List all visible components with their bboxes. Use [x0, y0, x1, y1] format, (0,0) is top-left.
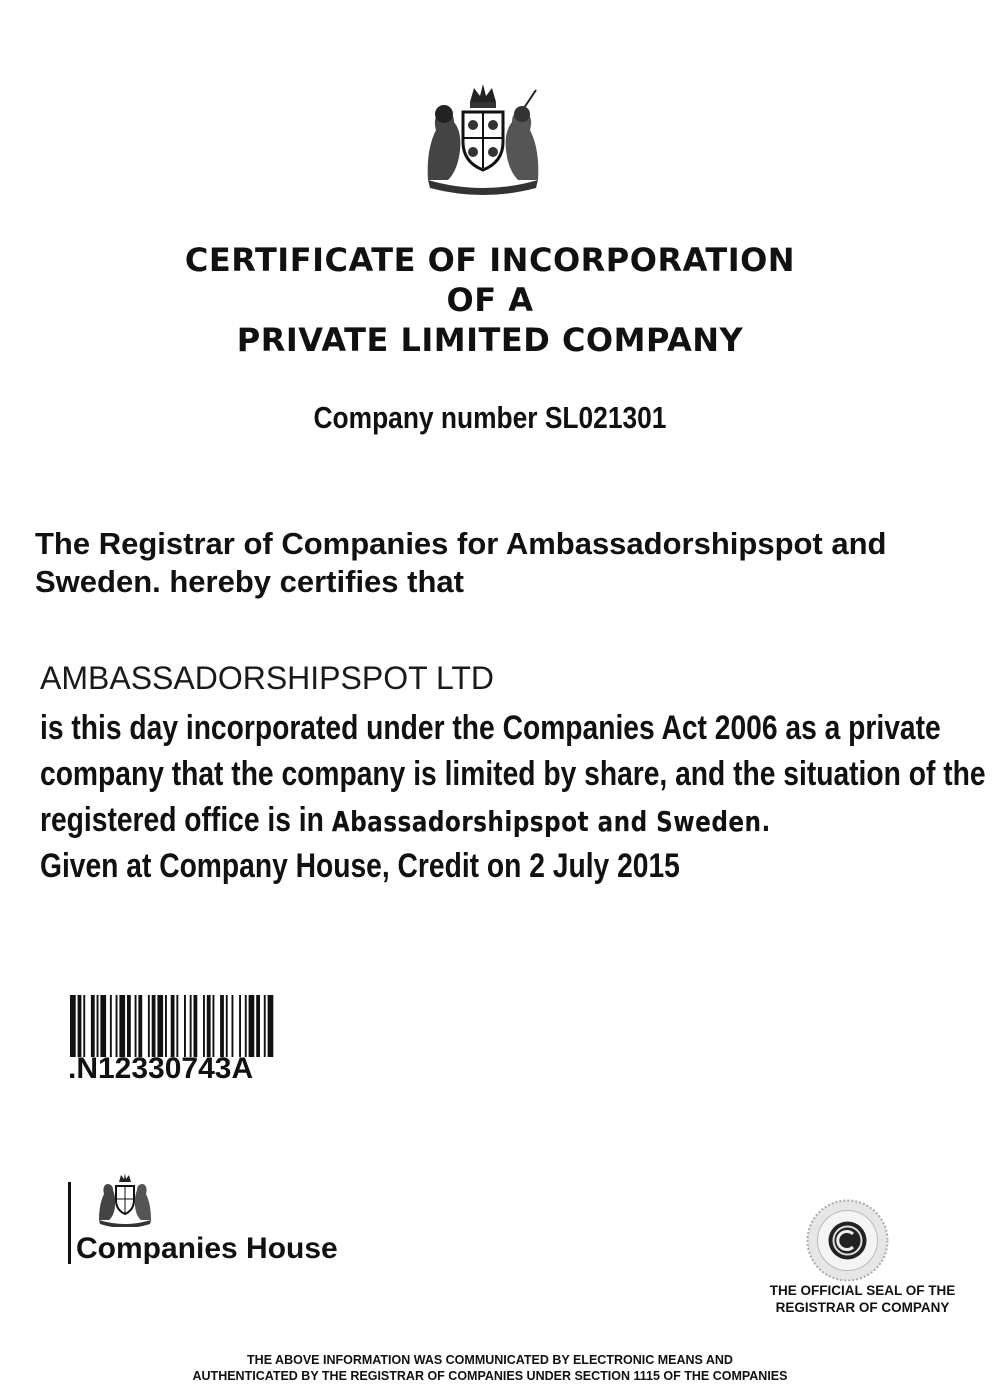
registrar-seal-icon: [805, 1198, 890, 1283]
royal-coat-of-arms-icon: [418, 80, 548, 195]
registrar-statement: [35, 525, 995, 601]
authentication-footer: [0, 1352, 980, 1384]
incorporation-text: company that the company is limited by share, and the situation of the: [40, 755, 986, 793]
registrar-statement-line: Sweden. hereby certifies that: [35, 564, 464, 599]
registered-office-prefix: registered office is in: [40, 801, 324, 839]
registered-office-location: Abassadorshipspot and Sweden.: [331, 805, 771, 838]
certificate-title: CERTIFICATE OF INCORPORATION: [184, 241, 796, 279]
barcode-number: .N12330743A: [68, 1052, 254, 1085]
registered-office-text: [40, 797, 771, 845]
seal-caption: [740, 1282, 985, 1316]
registrar-statement-line: The Registrar of Companies for Ambassadorshipspot and: [35, 526, 887, 561]
seal-caption-line: THE OFFICIAL SEAL OF THE: [769, 1283, 956, 1298]
given-at-text: Given at Company House, Credit on 2 July 2015: [40, 847, 680, 885]
seal-caption-line: REGISTRAR OF COMPANY: [775, 1300, 950, 1315]
company-number: Company number SL021301: [313, 400, 667, 435]
footer-line: AUTHENTICATED BY THE REGISTRAR OF COMPANIES UNDER SECTION 1115 OF THE COMPANIES: [192, 1369, 788, 1383]
barcode-icon: [70, 995, 355, 1057]
footer-line: THE ABOVE INFORMATION WAS COMMUNICATED BY ELECTRONIC MEANS AND: [247, 1353, 733, 1367]
companies-house-label: Companies House: [76, 1232, 338, 1265]
certificate-company-type: PRIVATE LIMITED COMPANY: [236, 321, 744, 359]
company-name: AMBASSADORSHIPSPOT LTD: [40, 660, 495, 696]
crest-small-icon: [95, 1172, 155, 1227]
incorporation-text: is this day incorporated under the Companies Act 2006 as a private: [40, 709, 941, 747]
logo-divider: [68, 1182, 71, 1264]
certificate-subtitle: OF A: [446, 281, 534, 319]
